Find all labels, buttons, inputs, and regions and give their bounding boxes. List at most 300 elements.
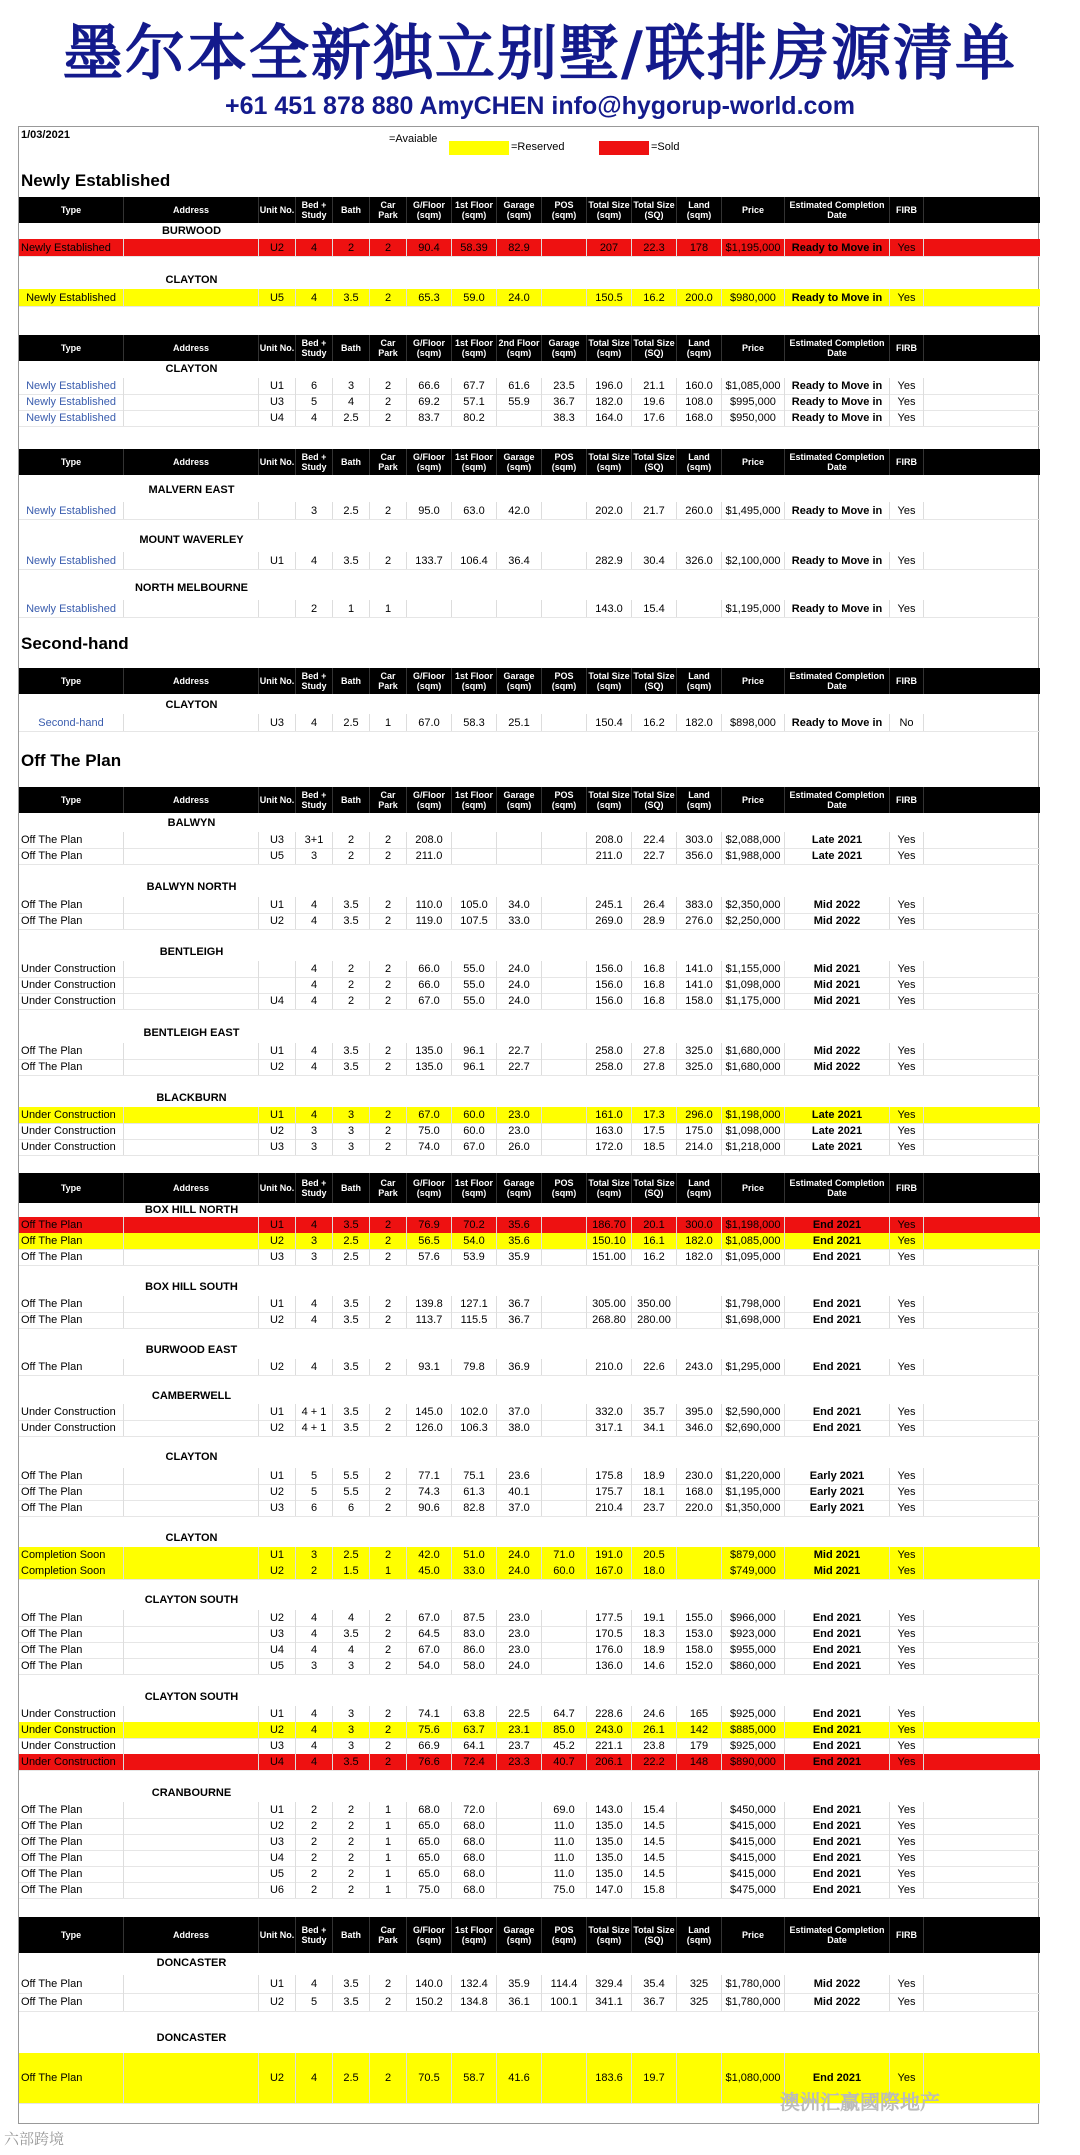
cell-floor1: 63.7 — [452, 1722, 497, 1738]
cell-completion: End 2021 — [785, 1249, 890, 1265]
cell-firb: Yes — [890, 913, 924, 929]
cell-unit: U1 — [259, 1296, 296, 1312]
section-title-text: Second-hand — [21, 634, 129, 653]
listing-row — [19, 1500, 1040, 1516]
cell-unit: U3 — [259, 394, 296, 410]
cell-total-sq: 26.4 — [632, 897, 677, 913]
cell-firb: Yes — [890, 1993, 924, 2011]
cell-address — [124, 394, 259, 410]
table-header — [19, 787, 1040, 813]
cell-gfloor: 66.0 — [407, 961, 452, 977]
cell-floor1: 57.1 — [452, 394, 497, 410]
cell-price: $885,000 — [722, 1722, 785, 1738]
cell-total-sq: 19.6 — [632, 394, 677, 410]
header-price: Price — [722, 1173, 785, 1203]
cell-total-sq: 15.4 — [632, 1802, 677, 1818]
cell-garage: 35.6 — [497, 1217, 542, 1233]
header-pos: Garage (sqm) — [542, 335, 587, 361]
cell-gfloor: 135.0 — [407, 1043, 452, 1059]
grid-line — [19, 1075, 1040, 1076]
grid-line — [19, 1579, 1040, 1580]
cell-unit: U2 — [259, 1563, 296, 1579]
cell-total-sqm: 156.0 — [587, 977, 632, 993]
cell-completion: Ready to Move in — [785, 410, 890, 426]
cell-price: $1,220,000 — [722, 1468, 785, 1484]
cell-garage: 38.0 — [497, 1420, 542, 1436]
cell-total-sq: 18.9 — [632, 1642, 677, 1658]
cell-total-sqm: 150.5 — [587, 289, 632, 306]
cell-pos: 100.1 — [542, 1993, 587, 2011]
cell-garage: 34.0 — [497, 897, 542, 913]
cell-garage — [497, 1834, 542, 1850]
listing-row — [19, 1420, 1040, 1436]
cell-unit: U2 — [259, 1818, 296, 1834]
listing-row — [19, 1217, 1040, 1233]
listing-row — [19, 1123, 1040, 1139]
cell-car: 2 — [370, 977, 407, 993]
listing-row — [19, 961, 1040, 977]
cell-pos: 23.5 — [542, 378, 587, 394]
cell-total-sq: 19.7 — [632, 2053, 677, 2103]
header-address: Address — [124, 335, 259, 361]
cell-pos — [542, 1249, 587, 1265]
cell-bed: 4 — [296, 1359, 333, 1375]
legend-available-label: =Avaiable — [389, 133, 438, 145]
listing-row — [19, 1249, 1040, 1265]
cell-gfloor: 119.0 — [407, 913, 452, 929]
cell-price: $1,295,000 — [722, 1359, 785, 1375]
cell-bath: 2 — [333, 1818, 370, 1834]
cell-price: $415,000 — [722, 1818, 785, 1834]
grid-line — [19, 519, 1040, 520]
cell-total-sqm: 196.0 — [587, 378, 632, 394]
cell-completion: End 2021 — [785, 2053, 890, 2103]
cell-address — [124, 1249, 259, 1265]
header-type: Type — [19, 1917, 124, 1953]
cell-type: Off The Plan — [19, 1993, 124, 2011]
cell-unit: U1 — [259, 1043, 296, 1059]
cell-pos — [542, 552, 587, 569]
cell-gfloor: 67.0 — [407, 993, 452, 1009]
cell-completion: End 2021 — [785, 1850, 890, 1866]
table-header — [19, 1173, 1040, 1203]
cell-bed: 4 + 1 — [296, 1404, 333, 1420]
cell-total-sqm: 182.0 — [587, 394, 632, 410]
cell-land: 395.0 — [677, 1404, 722, 1420]
cell-garage: 22.5 — [497, 1706, 542, 1722]
cell-land: 165 — [677, 1706, 722, 1722]
cell-floor1: 55.0 — [452, 977, 497, 993]
grid-line — [19, 864, 1040, 865]
legend-available — [389, 133, 449, 147]
cell-unit: U1 — [259, 1217, 296, 1233]
cell-bed: 2 — [296, 1882, 333, 1898]
grid-line — [19, 1898, 1040, 1899]
cell-type: Under Construction — [19, 993, 124, 1009]
cell-pos: 75.0 — [542, 1882, 587, 1898]
cell-pos: 45.2 — [542, 1738, 587, 1754]
cell-land: 179 — [677, 1738, 722, 1754]
cell-car: 2 — [370, 1722, 407, 1738]
listing-row — [19, 1312, 1040, 1328]
cell-unit: U3 — [259, 1500, 296, 1516]
cell-unit: U1 — [259, 1547, 296, 1563]
cell-firb: Yes — [890, 1059, 924, 1075]
header-land: Land (sqm) — [677, 1173, 722, 1203]
cell-unit: U1 — [259, 1468, 296, 1484]
cell-type: Off The Plan — [19, 1312, 124, 1328]
cell-land: 168.0 — [677, 410, 722, 426]
cell-car: 1 — [370, 1818, 407, 1834]
cell-unit: U2 — [259, 1484, 296, 1500]
header-gfloor: G/Floor (sqm) — [407, 668, 452, 694]
header-address: Address — [124, 449, 259, 475]
cell-land: 158.0 — [677, 1642, 722, 1658]
cell-pos — [542, 289, 587, 306]
suburb-row — [19, 1280, 1040, 1294]
listing-row — [19, 552, 1040, 569]
cell-car: 1 — [370, 1834, 407, 1850]
header-bath: Bath — [333, 197, 370, 223]
cell-land — [677, 1818, 722, 1834]
cell-car: 2 — [370, 848, 407, 864]
cell-land: 141.0 — [677, 977, 722, 993]
cell-unit: U3 — [259, 1834, 296, 1850]
cell-garage: 23.6 — [497, 1468, 542, 1484]
cell-car: 2 — [370, 1296, 407, 1312]
cell-completion: Mid 2022 — [785, 1043, 890, 1059]
header-gfloor: G/Floor (sqm) — [407, 197, 452, 223]
cell-completion: End 2021 — [785, 1818, 890, 1834]
cell-floor1 — [452, 832, 497, 848]
cell-gfloor: 70.5 — [407, 2053, 452, 2103]
header-garage: Garage (sqm) — [497, 1917, 542, 1953]
cell-completion: Mid 2021 — [785, 1547, 890, 1563]
cell-car: 2 — [370, 1217, 407, 1233]
table-header — [19, 668, 1040, 694]
cell-completion: Ready to Move in — [785, 552, 890, 569]
legend-reserved-label: =Reserved — [511, 141, 565, 153]
listing-row — [19, 1993, 1040, 2011]
cell-total-sqm: 150.10 — [587, 1233, 632, 1249]
cell-gfloor: 208.0 — [407, 832, 452, 848]
header-total-sqm: Total Size (sqm) — [587, 787, 632, 813]
cell-pos — [542, 1107, 587, 1123]
cell-land: 220.0 — [677, 1500, 722, 1516]
cell-total-sqm: 221.1 — [587, 1738, 632, 1754]
cell-firb: Yes — [890, 289, 924, 306]
cell-firb: Yes — [890, 1500, 924, 1516]
cell-car: 2 — [370, 1404, 407, 1420]
cell-bath: 2 — [333, 1834, 370, 1850]
header-total-sqm: Total Size (sqm) — [587, 1917, 632, 1953]
cell-total-sqm: 269.0 — [587, 913, 632, 929]
cell-car: 2 — [370, 378, 407, 394]
cell-address — [124, 410, 259, 426]
listing-row — [19, 1722, 1040, 1738]
cell-gfloor: 65.0 — [407, 1850, 452, 1866]
header-bed: Bed + Study — [296, 449, 333, 475]
cell-land: 356.0 — [677, 848, 722, 864]
header-firb: FIRB — [890, 449, 924, 475]
cell-completion: End 2021 — [785, 1802, 890, 1818]
cell-garage: 82.9 — [497, 239, 542, 256]
cell-bed: 5 — [296, 1468, 333, 1484]
header-bed: Bed + Study — [296, 197, 333, 223]
header-completion: Estimated Completion Date — [785, 1917, 890, 1953]
cell-gfloor: 65.0 — [407, 1818, 452, 1834]
cell-total-sq: 27.8 — [632, 1043, 677, 1059]
grid-line — [19, 1265, 1040, 1266]
cell-garage — [497, 600, 542, 617]
cell-bed: 3 — [296, 1123, 333, 1139]
cell-price: $2,100,000 — [722, 552, 785, 569]
cell-type: Newly Established — [19, 410, 124, 426]
header-gfloor: G/Floor (sqm) — [407, 1173, 452, 1203]
cell-floor1: 68.0 — [452, 1882, 497, 1898]
header-bed: Bed + Study — [296, 335, 333, 361]
cell-total-sq: 18.9 — [632, 1468, 677, 1484]
cell-pos — [542, 1500, 587, 1516]
cell-type: Newly Established — [19, 600, 124, 617]
cell-gfloor: 74.1 — [407, 1706, 452, 1722]
cell-car: 2 — [370, 410, 407, 426]
cell-type: Off The Plan — [19, 1249, 124, 1265]
cell-type: Off The Plan — [19, 913, 124, 929]
cell-land: 325 — [677, 1993, 722, 2011]
cell-bed: 4 — [296, 1754, 333, 1770]
suburb-name: BOX HILL NORTH — [144, 1204, 239, 1216]
suburb-row — [19, 223, 1040, 239]
listing-row — [19, 1754, 1040, 1770]
cell-land: 148 — [677, 1754, 722, 1770]
cell-address — [124, 1818, 259, 1834]
header-total-sqm: Total Size (sqm) — [587, 449, 632, 475]
cell-total-sq: 34.1 — [632, 1420, 677, 1436]
cell-completion: Early 2021 — [785, 1500, 890, 1516]
cell-total-sq: 14.6 — [632, 1658, 677, 1674]
cell-firb: Yes — [890, 2053, 924, 2103]
cell-unit: U1 — [259, 1975, 296, 1993]
cell-garage: 23.0 — [497, 1610, 542, 1626]
header-gfloor: G/Floor (sqm) — [407, 449, 452, 475]
header-address: Address — [124, 1917, 259, 1953]
suburb-name: CLAYTON — [165, 1532, 218, 1544]
listing-row — [19, 832, 1040, 848]
cell-address — [124, 1658, 259, 1674]
cell-unit: U5 — [259, 1866, 296, 1882]
listing-row — [19, 1059, 1040, 1075]
cell-floor1: 67.7 — [452, 378, 497, 394]
cell-completion: End 2021 — [785, 1626, 890, 1642]
cell-gfloor: 45.0 — [407, 1563, 452, 1579]
cell-type: Under Construction — [19, 1738, 124, 1754]
cell-address — [124, 1217, 259, 1233]
cell-bath: 3 — [333, 378, 370, 394]
cell-bed: 3 — [296, 1658, 333, 1674]
suburb-name: CLAYTON — [165, 273, 218, 286]
cell-price: $450,000 — [722, 1802, 785, 1818]
header-gfloor: G/Floor (sqm) — [407, 787, 452, 813]
contact-line: +61 451 878 880 AmyCHEN info@hygorup-world.com — [225, 92, 855, 120]
cell-unit: U2 — [259, 1993, 296, 2011]
cell-floor1: 58.3 — [452, 714, 497, 731]
cell-address — [124, 1610, 259, 1626]
cell-address — [124, 1059, 259, 1075]
cell-address — [124, 1754, 259, 1770]
header-bath: Bath — [333, 787, 370, 813]
suburb-row — [19, 1956, 1040, 1970]
grid-line — [19, 731, 1040, 732]
cell-total-sq: 16.8 — [632, 993, 677, 1009]
cell-firb: Yes — [890, 1547, 924, 1563]
cell-garage: 35.6 — [497, 1233, 542, 1249]
header-garage: Garage (sqm) — [497, 197, 542, 223]
cell-garage: 23.1 — [497, 1722, 542, 1738]
cell-firb: Yes — [890, 410, 924, 426]
header-garage: Garage (sqm) — [497, 1173, 542, 1203]
cell-completion: Mid 2021 — [785, 961, 890, 977]
listing-row — [19, 993, 1040, 1009]
cell-price: $879,000 — [722, 1547, 785, 1563]
cell-floor1: 67.0 — [452, 1139, 497, 1155]
cell-firb: Yes — [890, 552, 924, 569]
listing-row — [19, 502, 1040, 519]
cell-pos — [542, 1468, 587, 1484]
header-firb: FIRB — [890, 197, 924, 223]
cell-unit: U2 — [259, 1722, 296, 1738]
header-floor1: 1st Floor (sqm) — [452, 197, 497, 223]
cell-bath: 3.5 — [333, 1754, 370, 1770]
cell-unit: U2 — [259, 1312, 296, 1328]
suburb-row — [19, 482, 1040, 497]
cell-completion: End 2021 — [785, 1834, 890, 1850]
cell-total-sq: 16.1 — [632, 1233, 677, 1249]
cell-total-sq: 17.5 — [632, 1123, 677, 1139]
cell-land — [677, 1296, 722, 1312]
cell-total-sq: 35.4 — [632, 1975, 677, 1993]
suburb-name: BOX HILL SOUTH — [145, 1281, 238, 1293]
cell-total-sqm: 317.1 — [587, 1420, 632, 1436]
cell-pos: 69.0 — [542, 1802, 587, 1818]
cell-garage — [497, 1866, 542, 1882]
listing-row — [19, 1296, 1040, 1312]
cell-total-sq: 23.8 — [632, 1738, 677, 1754]
cell-pos: 36.7 — [542, 394, 587, 410]
cell-total-sq: 24.6 — [632, 1706, 677, 1722]
cell-total-sq: 18.5 — [632, 1139, 677, 1155]
cell-total-sqm: 332.0 — [587, 1404, 632, 1420]
cell-bed: 4 — [296, 1706, 333, 1722]
header-total-sq: Total Size (SQ) — [632, 449, 677, 475]
cell-address — [124, 1139, 259, 1155]
header-completion: Estimated Completion Date — [785, 449, 890, 475]
cell-price: $966,000 — [722, 1610, 785, 1626]
cell-total-sqm: 258.0 — [587, 1059, 632, 1075]
cell-floor1: 132.4 — [452, 1975, 497, 1993]
cell-firb: Yes — [890, 1626, 924, 1642]
cell-land: 168.0 — [677, 1484, 722, 1500]
cell-bed: 3 — [296, 502, 333, 519]
header-address: Address — [124, 1173, 259, 1203]
cell-floor1: 61.3 — [452, 1484, 497, 1500]
suburb-name: BURWOOD EAST — [145, 1344, 238, 1356]
suburb-name: BENTLEIGH EAST — [143, 1027, 240, 1039]
cell-firb: Yes — [890, 378, 924, 394]
cell-unit: U4 — [259, 1754, 296, 1770]
cell-gfloor: 56.5 — [407, 1233, 452, 1249]
cell-pos: 40.7 — [542, 1754, 587, 1770]
cell-address — [124, 1642, 259, 1658]
cell-price: $2,690,000 — [722, 1420, 785, 1436]
cell-garage: 24.0 — [497, 961, 542, 977]
header-firb: FIRB — [890, 335, 924, 361]
cell-bath: 3.5 — [333, 289, 370, 306]
cell-unit: U1 — [259, 1107, 296, 1123]
cell-land: 182.0 — [677, 1249, 722, 1265]
cell-total-sq: 14.5 — [632, 1818, 677, 1834]
cell-car: 2 — [370, 832, 407, 848]
cell-pos — [542, 1420, 587, 1436]
header-unit: Unit No. — [259, 449, 296, 475]
listing-row — [19, 1658, 1040, 1674]
cell-address — [124, 832, 259, 848]
suburb-name: MOUNT WAVERLEY — [139, 533, 244, 546]
cell-completion: End 2021 — [785, 1404, 890, 1420]
cell-land: 108.0 — [677, 394, 722, 410]
cell-unit: U2 — [259, 239, 296, 256]
cell-type: Off The Plan — [19, 1217, 124, 1233]
cell-type: Under Construction — [19, 1722, 124, 1738]
cell-total-sqm: 228.6 — [587, 1706, 632, 1722]
cell-total-sqm: 175.8 — [587, 1468, 632, 1484]
cell-price: $1,198,000 — [722, 1217, 785, 1233]
cell-completion: Late 2021 — [785, 1139, 890, 1155]
grid-line — [19, 929, 1040, 930]
cell-bath: 5.5 — [333, 1484, 370, 1500]
header-land: Land (sqm) — [677, 197, 722, 223]
cell-car: 2 — [370, 1484, 407, 1500]
cell-total-sqm: 156.0 — [587, 961, 632, 977]
cell-type: Newly Established — [19, 502, 124, 519]
cell-bed: 4 — [296, 1043, 333, 1059]
cell-price: $1,218,000 — [722, 1139, 785, 1155]
cell-address — [124, 1738, 259, 1754]
cell-firb: Yes — [890, 848, 924, 864]
header-bed: Bed + Study — [296, 787, 333, 813]
cell-gfloor: 90.6 — [407, 1500, 452, 1516]
cell-floor1: 58.0 — [452, 1658, 497, 1674]
cell-bed: 3 — [296, 1249, 333, 1265]
cell-gfloor: 150.2 — [407, 1993, 452, 2011]
cell-car: 2 — [370, 1139, 407, 1155]
cell-pos — [542, 600, 587, 617]
cell-firb: Yes — [890, 832, 924, 848]
suburb-row — [19, 1593, 1040, 1607]
cell-garage: 24.0 — [497, 1563, 542, 1579]
listing-row — [19, 1975, 1040, 1993]
header-land: Land (sqm) — [677, 1917, 722, 1953]
cell-bath: 2 — [333, 1850, 370, 1866]
cell-unit — [259, 977, 296, 993]
cell-unit: U5 — [259, 289, 296, 306]
listing-row — [19, 1484, 1040, 1500]
cell-price: $1,098,000 — [722, 1123, 785, 1139]
cell-unit: U5 — [259, 848, 296, 864]
cell-type: Newly Established — [19, 394, 124, 410]
cell-bed: 4 — [296, 1296, 333, 1312]
cell-total-sq: 15.4 — [632, 600, 677, 617]
